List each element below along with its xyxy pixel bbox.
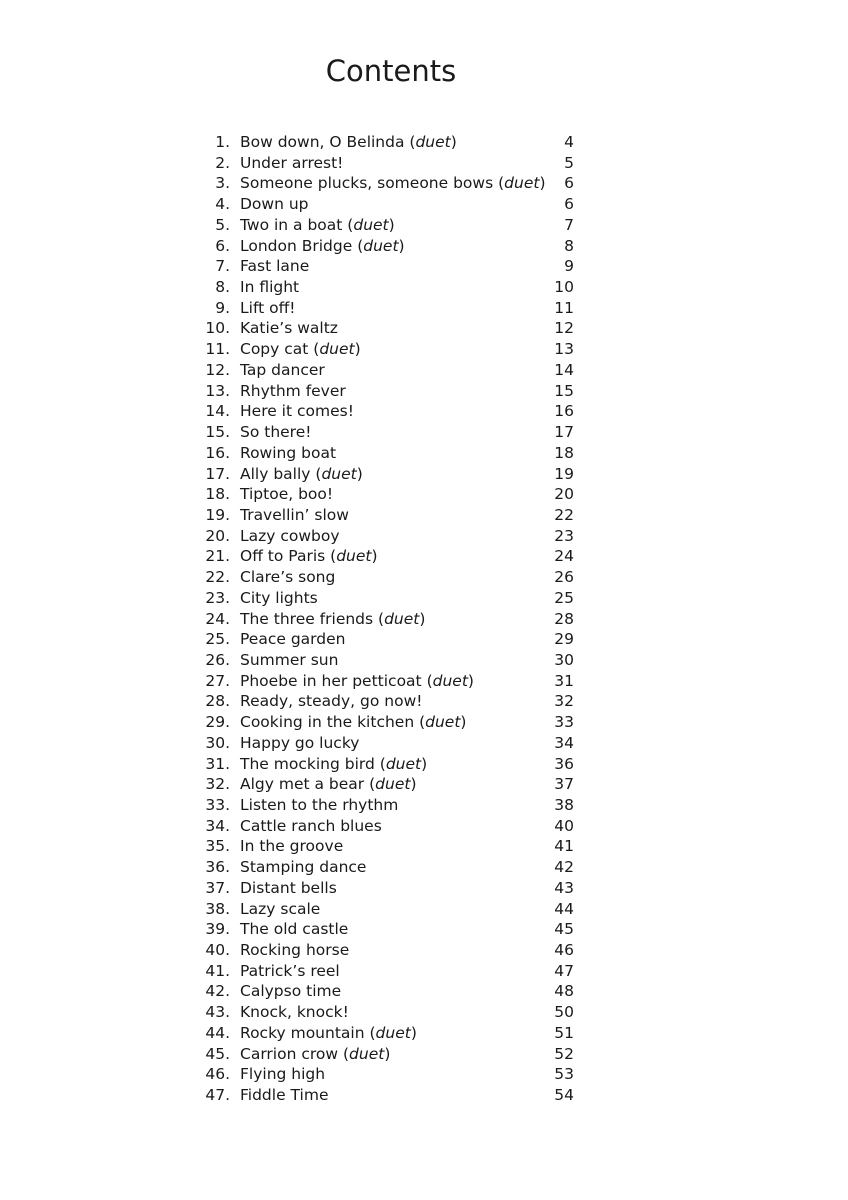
toc-entry [190, 173, 590, 194]
entry-title-text: Katie’s waltz [240, 319, 338, 338]
entry-number: 41. [205, 961, 230, 980]
entry-number: 15. [205, 423, 230, 442]
toc-entry [190, 153, 590, 174]
entry-title-text: Rowing boat [240, 443, 337, 462]
entry-page-number: 41 [554, 837, 574, 856]
entry-title: Copy cat (duet) [240, 340, 361, 359]
entry-number: 39. [205, 920, 230, 939]
entry-title-text: Peace garden [240, 630, 346, 649]
entry-number: 42. [205, 982, 230, 1001]
entry-title-text: Off to Paris [240, 547, 326, 566]
entry-title: Rocky mountain (duet) [240, 1023, 417, 1042]
toc-entry [190, 857, 590, 878]
duet-label: duet [349, 1044, 385, 1063]
entry-number: 27. [205, 671, 230, 690]
entry-title-text: Clare’s song [240, 568, 336, 587]
entry-number: 34. [205, 816, 230, 835]
entry-title-text: Rocking horse [240, 941, 350, 960]
entry-page-number: 42 [554, 858, 574, 877]
entry-title-text: Fast lane [240, 257, 310, 276]
toc-entry [190, 1023, 590, 1044]
entry-title [240, 981, 341, 1002]
entry-page-number: 23 [554, 526, 574, 545]
entry-title-text: Rhythm fever [240, 381, 346, 400]
entry-page-number: 45 [554, 920, 574, 939]
entry-title-text: Calypso time [240, 982, 342, 1001]
entry-number: 14. [205, 402, 230, 421]
entry-title-text: Lift off! [240, 298, 296, 317]
entry-number: 16. [205, 443, 230, 462]
entry-page-number: 48 [554, 982, 574, 1001]
entry-number: 2. [215, 153, 230, 172]
contents-list [190, 132, 590, 1106]
entry-number: 31. [205, 754, 230, 773]
entry-number: 36. [205, 858, 230, 877]
entry-title-text: Carrion crow [240, 1044, 339, 1063]
toc-entry [190, 919, 590, 940]
entry-title: London Bridge (duet) [240, 236, 405, 255]
entry-title [240, 795, 398, 816]
toc-entry [190, 464, 590, 485]
entry-title-text: Cooking in the kitchen [240, 713, 415, 732]
entry-page-number: 19 [554, 464, 574, 483]
entry-number: 44. [205, 1023, 230, 1042]
entry-title-text: Fiddle Time [240, 1086, 329, 1105]
entry-title-text: Ready, steady, go now! [240, 692, 423, 711]
toc-entry [190, 878, 590, 899]
toc-entry [190, 401, 590, 422]
entry-number: 24. [205, 609, 230, 628]
entry-title-text: Ally bally [240, 464, 311, 483]
entry-number: 28. [205, 692, 230, 711]
entry-title: Phoebe in her petticoat (duet) [240, 671, 474, 690]
toc-entry [190, 505, 590, 526]
duet-label: duet [375, 775, 411, 794]
entry-number: 40. [205, 941, 230, 960]
entry-page-number: 22 [554, 505, 574, 524]
entry-page-number: 30 [554, 650, 574, 669]
entry-title [240, 318, 338, 339]
entry-title-text: Rocky mountain [240, 1023, 365, 1042]
entry-title-text: So there! [240, 423, 312, 442]
entry-title-text: Summer sun [240, 650, 339, 669]
entry-page-number: 15 [554, 381, 574, 400]
toc-entry [190, 256, 590, 277]
entry-title [240, 733, 359, 754]
entry-title: Ally bally (duet) [240, 464, 363, 483]
entry-title: Cooking in the kitchen (duet) [240, 713, 467, 732]
entry-number: 22. [205, 568, 230, 587]
entry-number: 43. [205, 1003, 230, 1022]
entry-title [240, 256, 309, 277]
toc-entry [190, 650, 590, 671]
entry-page-number: 50 [554, 1003, 574, 1022]
entry-title: Two in a boat (duet) [240, 215, 395, 234]
entry-title [240, 961, 340, 982]
toc-entry [190, 961, 590, 982]
entry-title-text: Someone plucks, someone bows [240, 174, 494, 193]
entry-title [240, 153, 343, 174]
toc-entry [190, 277, 590, 298]
toc-entry [190, 795, 590, 816]
duet-label: duet [504, 174, 540, 193]
entry-title [240, 1064, 325, 1085]
entry-number: 25. [205, 630, 230, 649]
toc-entry [190, 215, 590, 236]
toc-entry [190, 1085, 590, 1106]
toc-entry [190, 671, 590, 692]
entry-title-text: Cattle ranch blues [240, 816, 382, 835]
entry-title [240, 650, 338, 671]
entry-title [240, 422, 311, 443]
entry-page-number: 7 [564, 215, 574, 234]
entry-title: The mocking bird (duet) [240, 754, 428, 773]
entry-page-number: 16 [554, 402, 574, 421]
entry-page-number: 46 [554, 941, 574, 960]
entry-number: 35. [205, 837, 230, 856]
entry-number: 13. [205, 381, 230, 400]
toc-entry [190, 1044, 590, 1065]
entry-page-number: 24 [554, 547, 574, 566]
entry-title-text: Lazy cowboy [240, 526, 340, 545]
entry-number: 1. [215, 133, 230, 151]
duet-label: duet [432, 671, 468, 690]
entry-title [240, 1002, 349, 1023]
page-title: Contents [325, 54, 457, 88]
entry-title: Someone plucks, someone bows (duet) [240, 174, 546, 193]
entry-title-text: Knock, knock! [240, 1003, 349, 1022]
entry-title-text: Tap dancer [240, 360, 325, 379]
entry-page-number: 40 [554, 816, 574, 835]
toc-entry [190, 546, 590, 567]
entry-title-text: Lazy scale [240, 899, 321, 918]
toc-entry [190, 318, 590, 339]
entry-number: 20. [205, 526, 230, 545]
entry-title [240, 691, 422, 712]
entry-number: 46. [205, 1065, 230, 1084]
entry-title [240, 401, 354, 422]
entry-title [240, 588, 318, 609]
toc-entry [190, 526, 590, 547]
toc-entry [190, 422, 590, 443]
entry-title [240, 505, 349, 526]
entry-page-number: 4 [564, 133, 574, 151]
toc-entry [190, 484, 590, 505]
entry-number: 8. [215, 278, 230, 297]
entry-number: 30. [205, 733, 230, 752]
duet-label: duet [385, 754, 422, 773]
toc-entry [190, 629, 590, 650]
entry-title-text: Listen to the rhythm [240, 796, 399, 814]
entry-title: Carrion crow (duet) [240, 1044, 391, 1063]
entry-title [240, 277, 299, 298]
entry-title-text: Here it comes! [240, 402, 354, 421]
entry-number: 7. [215, 257, 230, 276]
entry-number: 33. [205, 796, 230, 814]
entry-title [240, 298, 296, 319]
entry-page-number: 37 [554, 775, 574, 794]
entry-number: 18. [205, 485, 230, 504]
entry-page-number: 26 [554, 568, 574, 587]
entry-title-text: Stamping dance [240, 858, 367, 877]
entry-number: 38. [205, 899, 230, 918]
toc-entry [190, 609, 590, 630]
entry-page-number: 32 [554, 692, 574, 711]
entry-title [240, 381, 346, 402]
entry-number: 23. [205, 588, 230, 607]
entry-number: 3. [215, 174, 230, 193]
toc-entry [190, 381, 590, 402]
entry-number: 29. [205, 713, 230, 732]
entry-title [240, 360, 325, 381]
entry-number: 12. [205, 360, 230, 379]
toc-entry [190, 940, 590, 961]
entry-number: 5. [215, 215, 230, 234]
entry-title-text: In the groove [240, 837, 344, 856]
entry-number: 21. [205, 547, 230, 566]
entry-title: The three friends (duet) [240, 609, 426, 628]
toc-entry [190, 836, 590, 857]
toc-entry [190, 774, 590, 795]
entry-number: 9. [215, 298, 230, 317]
toc-entry [190, 236, 590, 257]
entry-title-text: City lights [240, 588, 318, 607]
entry-number: 6. [215, 236, 230, 255]
toc-entry [190, 712, 590, 733]
entry-page-number: 20 [554, 485, 574, 504]
entry-title [240, 878, 337, 899]
entry-page-number: 6 [564, 174, 574, 193]
entry-page-number: 52 [554, 1044, 574, 1063]
entry-title [240, 836, 343, 857]
toc-entry [190, 132, 590, 153]
entry-title [240, 1085, 328, 1106]
entry-page-number: 44 [554, 899, 574, 918]
toc-entry [190, 899, 590, 920]
entry-title [240, 857, 366, 878]
entry-page-number: 33 [554, 713, 574, 732]
entry-title-text: Travellin’ slow [240, 505, 349, 524]
entry-title-text: The mocking bird [240, 754, 375, 773]
entry-title-text: Patrick’s reel [240, 961, 340, 980]
entry-page-number: 11 [554, 298, 574, 317]
entry-page-number: 8 [564, 236, 574, 255]
duet-label: duet [425, 713, 461, 732]
entry-page-number: 34 [554, 733, 574, 752]
entry-number: 26. [205, 650, 230, 669]
entry-page-number: 53 [554, 1065, 574, 1084]
entry-title [240, 567, 335, 588]
entry-title [240, 629, 345, 650]
entry-page-number: 43 [554, 878, 574, 897]
entry-page-number: 25 [554, 588, 574, 607]
entry-page-number: 31 [554, 671, 574, 690]
entry-title-text: Down up [240, 195, 309, 214]
entry-number: 37. [205, 878, 230, 897]
entry-page-number: 29 [554, 630, 574, 649]
entry-title [240, 484, 333, 505]
entry-page-number: 36 [554, 754, 574, 773]
duet-label: duet [336, 547, 372, 566]
toc-entry [190, 691, 590, 712]
entry-title-text: In flight [240, 278, 300, 297]
entry-title [240, 940, 349, 961]
entry-title-text: Distant bells [240, 878, 337, 897]
entry-page-number: 17 [554, 423, 574, 442]
duet-label: duet [319, 340, 355, 359]
entry-title-text: Two in a boat [240, 215, 343, 234]
entry-page-number: 9 [564, 257, 574, 276]
entry-number: 11. [205, 340, 230, 359]
toc-entry [190, 567, 590, 588]
entry-page-number: 51 [554, 1023, 574, 1042]
entry-title-text: The old castle [240, 920, 349, 939]
entry-title-text: Copy cat [240, 340, 309, 359]
toc-entry [190, 443, 590, 464]
entry-page-number: 5 [564, 153, 574, 172]
entry-title-text: London Bridge [240, 236, 353, 255]
entry-title-text: Algy met a bear [240, 775, 365, 794]
entry-page-number: 12 [554, 319, 574, 338]
duet-label: duet [375, 1023, 411, 1042]
entry-title [240, 443, 336, 464]
entry-title [240, 194, 309, 215]
toc-entry [190, 339, 590, 360]
duet-label: duet [384, 609, 420, 628]
entry-title [240, 919, 348, 940]
entry-title [240, 816, 382, 837]
entry-number: 17. [205, 464, 230, 483]
toc-entry [190, 588, 590, 609]
toc-entry [190, 194, 590, 215]
entry-page-number: 28 [554, 609, 574, 628]
entry-page-number: 6 [564, 195, 574, 214]
toc-entry [190, 754, 590, 775]
entry-number: 32. [205, 775, 230, 794]
duet-label: duet [321, 464, 357, 483]
toc-entry [190, 360, 590, 381]
entry-title-text: Phoebe in her petticoat [240, 671, 422, 690]
duet-label: duet [415, 133, 451, 151]
entry-page-number: 38 [554, 796, 574, 814]
entry-page-number: 14 [554, 360, 574, 379]
entry-title: Algy met a bear (duet) [240, 775, 417, 794]
entry-page-number: 18 [554, 443, 574, 462]
toc-entry [190, 1064, 590, 1085]
entry-title: Bow down, O Belinda (duet) [240, 133, 457, 151]
entry-title [240, 899, 320, 920]
entry-page-number: 54 [554, 1086, 574, 1105]
entry-number: 47. [205, 1086, 230, 1105]
entry-title-text: Happy go lucky [240, 733, 360, 752]
entry-page-number: 10 [554, 278, 574, 297]
toc-entry [190, 981, 590, 1002]
duet-label: duet [363, 236, 399, 255]
toc-entry [190, 298, 590, 319]
entry-title-text: Tiptoe, boo! [240, 485, 334, 504]
entry-number: 10. [205, 319, 230, 338]
entry-title-text: Flying high [240, 1065, 326, 1084]
entry-title [240, 526, 340, 547]
entry-title-text: Bow down, O Belinda [240, 133, 405, 151]
entry-title-text: Under arrest! [240, 153, 344, 172]
entry-number: 19. [205, 505, 230, 524]
entry-page-number: 47 [554, 961, 574, 980]
entry-title: Off to Paris (duet) [240, 547, 378, 566]
duet-label: duet [353, 215, 389, 234]
entry-number: 4. [215, 195, 230, 214]
toc-entry [190, 733, 590, 754]
entry-number: 45. [205, 1044, 230, 1063]
entry-page-number: 13 [554, 340, 574, 359]
entry-title-text: The three friends [240, 609, 374, 628]
toc-entry [190, 1002, 590, 1023]
toc-entry [190, 816, 590, 837]
